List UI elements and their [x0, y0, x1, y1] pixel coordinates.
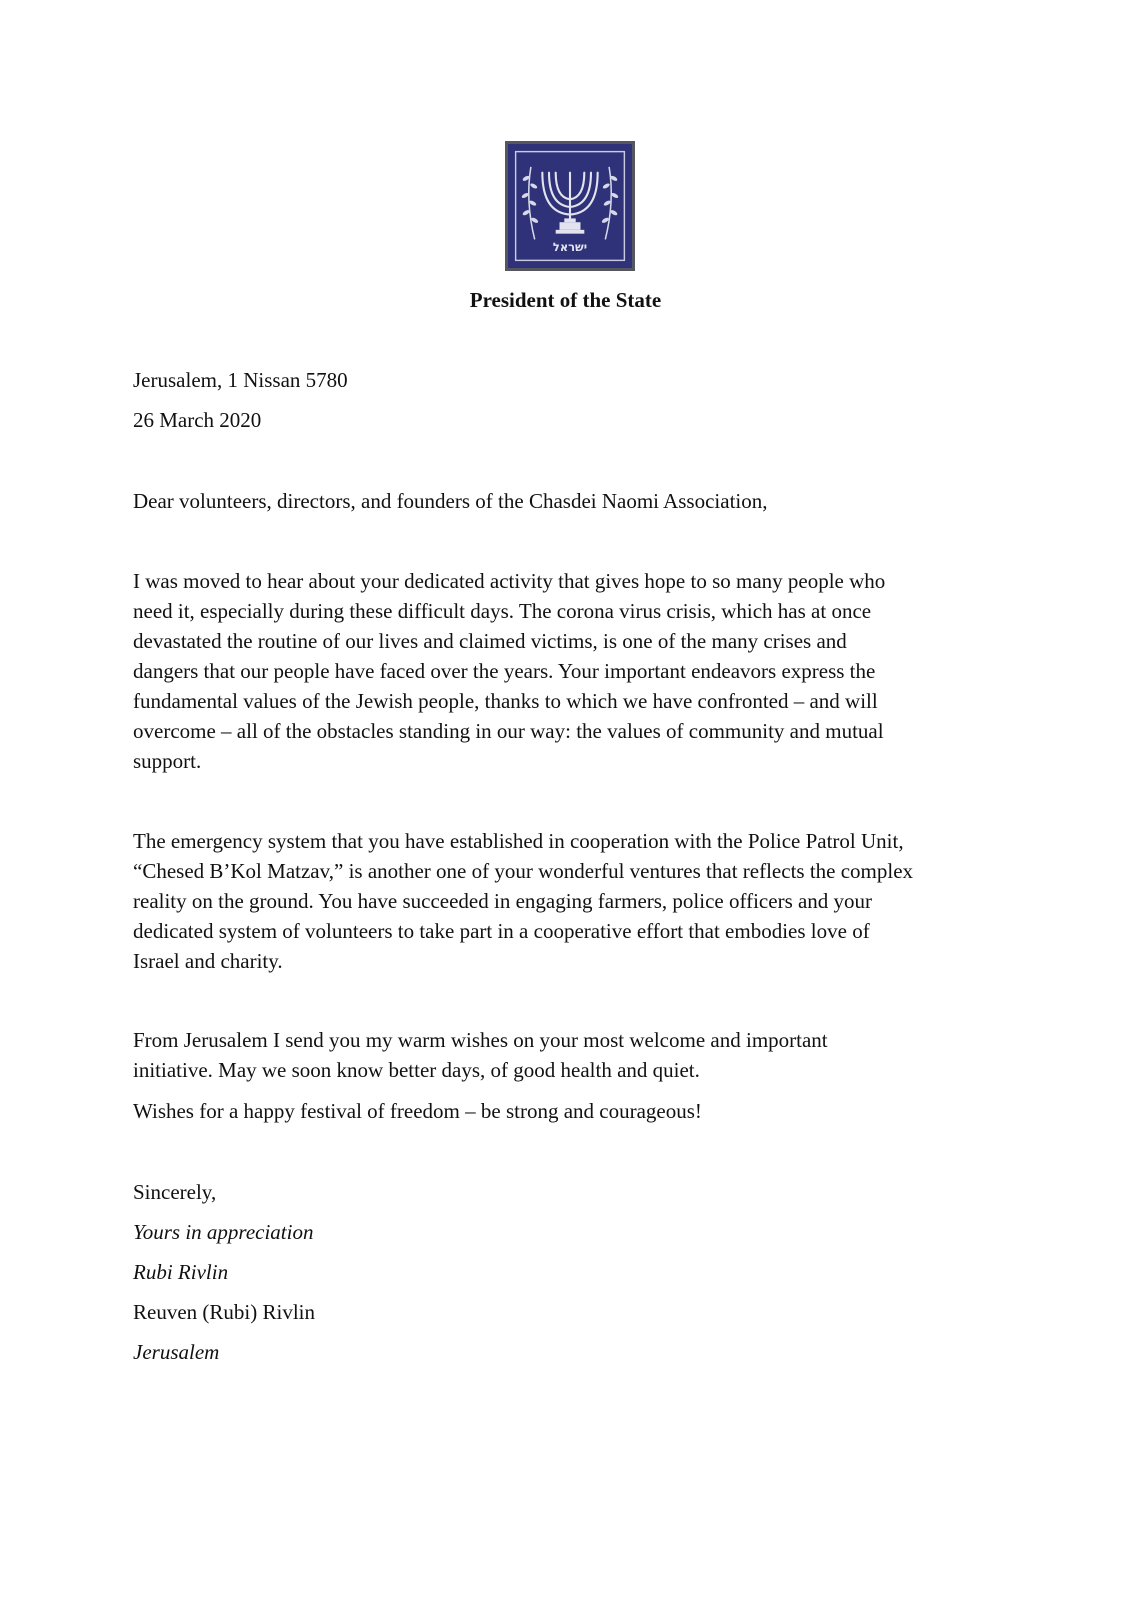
- paragraph-line: dedicated system of volunteers to take part in a cooperative effort that embodies love of: [133, 919, 870, 943]
- paragraph-line: “Chesed B’Kol Matzav,” is another one of your wonderful ventures that reflects the complex: [133, 859, 914, 883]
- paragraph-line: devastated the routine of our lives and claimed victims, is one of the many crises and: [133, 629, 847, 653]
- paragraph-line: Israel and charity.: [133, 949, 283, 973]
- closing-place: Jerusalem: [133, 1340, 220, 1364]
- paragraph-line: support.: [133, 749, 202, 773]
- menorah-emblem-icon: [508, 144, 632, 268]
- closing-appreciation: Yours in appreciation: [133, 1220, 314, 1244]
- dateline-place-date: Jerusalem, 1 Nissan 5780: [133, 368, 348, 392]
- paragraph-line: dangers that our people have faced over the years. Your important endeavors express the: [133, 659, 876, 683]
- paragraph-line: From Jerusalem I send you my warm wishes on your most welcome and important: [133, 1028, 828, 1052]
- salutation: Dear volunteers, directors, and founders of the Chasdei Naomi Association,: [133, 489, 768, 513]
- paragraph-line: overcome – all of the obstacles standing in our way: the values of community and mutual: [133, 719, 884, 743]
- signer-full-name: Reuven (Rubi) Rivlin: [133, 1300, 315, 1324]
- body-paragraph-1: [133, 566, 1013, 776]
- emblem-text: ישראל: [552, 239, 588, 254]
- paragraph-line: The emergency system that you have established in cooperation with the Police Patrol Unit,: [133, 829, 904, 853]
- dateline-gregorian-date: 26 March 2020: [133, 408, 262, 432]
- signature: Rubi Rivlin: [133, 1260, 229, 1284]
- paragraph-line: reality on the ground. You have succeeded in engaging farmers, police officers and your: [133, 889, 873, 913]
- body-paragraph-3: [133, 1025, 1013, 1085]
- paragraph-line: initiative. May we soon know better days, of good health and quiet.: [133, 1058, 700, 1082]
- closing-sincerely: Sincerely,: [133, 1180, 217, 1204]
- paragraph-line: I was moved to hear about your dedicated activity that gives hope to so many people who: [133, 569, 886, 593]
- page-title: President of the State: [469, 288, 662, 312]
- presidential-emblem: [505, 141, 635, 271]
- body-paragraph-2: [133, 826, 1013, 976]
- festival-wishes: Wishes for a happy festival of freedom – be strong and courageous!: [133, 1099, 702, 1123]
- paragraph-line: need it, especially during these difficult days. The corona virus crisis, which has at once: [133, 599, 872, 623]
- paragraph-line: fundamental values of the Jewish people, thanks to which we have confronted – and will: [133, 689, 878, 713]
